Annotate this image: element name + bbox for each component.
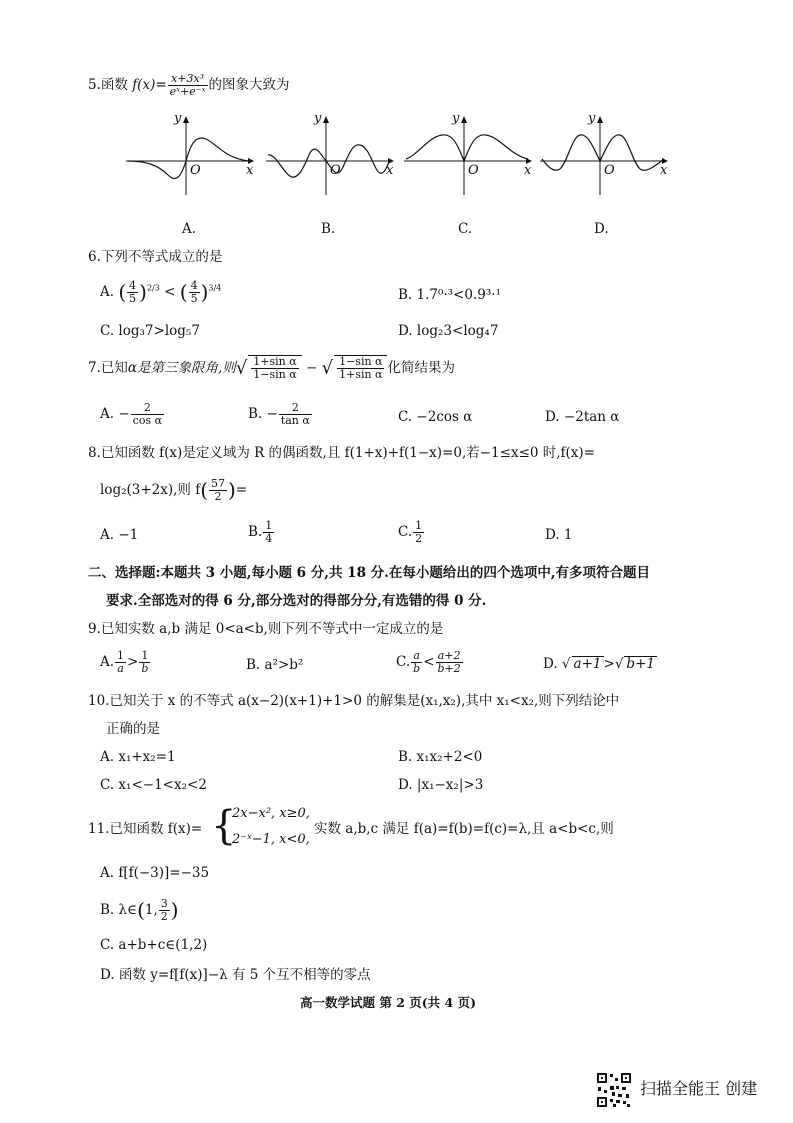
q7-b-label: B. − bbox=[248, 406, 278, 423]
q7-stem-mid: α是第三象限角,则 bbox=[127, 360, 236, 377]
q9-a-n1: 1 bbox=[117, 649, 125, 662]
q5-number: 5. bbox=[88, 77, 101, 94]
q8-line2: log₂(3+2x),则 f( $\frac{57}{2}$ )= bbox=[100, 477, 248, 504]
q9-option-c bbox=[396, 650, 464, 675]
q5-denominator: eˣ+e⁻ˣ bbox=[169, 85, 206, 99]
graph-d-y-label: y bbox=[588, 111, 596, 126]
graph-a-origin: O bbox=[190, 163, 201, 178]
q10-option-b: B. x₁x₂+2<0 bbox=[398, 749, 483, 765]
q9-d-label: D. bbox=[543, 656, 558, 672]
q10-option-d: D. |x₁−x₂|>3 bbox=[398, 777, 484, 793]
q8-option-c bbox=[398, 520, 425, 545]
q5-fraction bbox=[168, 73, 208, 98]
q7-b-num: 2 bbox=[279, 402, 312, 415]
q10-line1: 10.已知关于 x 的不等式 a(x−2)(x+1)+1>0 的解集是(x₁,x₂),其中 x₁<x₂,则下列结论中 bbox=[88, 693, 620, 709]
q8-line2-post: = bbox=[235, 482, 248, 499]
q8-option-d: D. 1 bbox=[545, 527, 573, 543]
q11-option-a: A. f[f(−3)]=−35 bbox=[100, 865, 210, 881]
q11-case1: 2x−x², x≥0, bbox=[232, 806, 310, 821]
q6-stem: 6.下列不等式成立的是 bbox=[88, 249, 223, 265]
graph-c-y-label: y bbox=[452, 111, 460, 126]
q9-a-n2: 1 bbox=[139, 650, 150, 663]
q11-b-a: 1, bbox=[144, 902, 158, 919]
q7-r1-num: 1+sin α bbox=[253, 355, 297, 368]
q11-post: 实数 a,b,c 满足 f(a)=f(b)=f(c)=λ,且 a<b<c,则 bbox=[314, 821, 614, 837]
q6-a-exp1: 2/3 bbox=[146, 283, 160, 293]
q11-option-b: B. λ∈(1, $\frac{3}{2}$ ) bbox=[100, 897, 179, 924]
q7-stem: 7.已知α是第三象限角,则√ $\frac{\text{1+sin α}}{\text{1−sin α}}$ − √ $\frac{\text{1−sin α}}{\text{1+sin α}}$ 化简结果为 bbox=[88, 355, 455, 382]
q7-option-d: D. −2tan α bbox=[545, 409, 620, 425]
q8-line2-num: 57 bbox=[211, 477, 226, 490]
graph-d-x-label: x bbox=[660, 163, 668, 178]
q5-post: 的图象大致为 bbox=[208, 77, 290, 94]
graph-d bbox=[540, 111, 670, 195]
q11-option-c: C. a+b+c∈(1,2) bbox=[100, 937, 208, 953]
q11-pre: 11.已知函数 f(x)= bbox=[88, 821, 203, 837]
q7-option-c: C. −2cos α bbox=[398, 409, 473, 425]
q6-a-exp2: 3/4 bbox=[208, 283, 222, 293]
watermark-text: 扫描全能王 创建 bbox=[640, 1079, 758, 1098]
q8-line2-pre: log₂(3+2x),则 f bbox=[100, 482, 201, 499]
q7-r1-den: 1−sin α bbox=[253, 368, 297, 382]
q6-option-d: D. log₂3<log₄7 bbox=[398, 323, 499, 339]
q6-a-num2: 4 bbox=[190, 279, 198, 292]
q7-stem-post: 化简结果为 bbox=[387, 360, 455, 377]
q6-option-c: C. log₃7>log₅7 bbox=[100, 323, 200, 339]
q7-option-a bbox=[100, 402, 165, 427]
graph-b-x-label: x bbox=[386, 163, 394, 178]
q9-c-d1: b bbox=[413, 662, 421, 676]
q8-c-label: C. bbox=[398, 524, 413, 541]
option-d-label: D. bbox=[594, 221, 609, 237]
q9-option-d: D. √ a+1 >√ b+1 bbox=[543, 656, 655, 672]
q9-d-r1: a+1 bbox=[573, 656, 602, 672]
q6-a-den1: 5 bbox=[129, 292, 137, 306]
q6-option-b: B. 1.7⁰·³<0.9³·¹ bbox=[398, 287, 501, 303]
q5-pre: 函数 bbox=[100, 77, 128, 94]
graph-b bbox=[266, 111, 396, 195]
qr-code-icon bbox=[596, 1072, 632, 1108]
q5-fx: f(x)= bbox=[132, 77, 167, 94]
q8-b-num: 1 bbox=[265, 519, 273, 532]
q7-a-num: 2 bbox=[131, 402, 164, 415]
graph-a-x-label: x bbox=[246, 163, 254, 178]
q9-d-rel: > bbox=[603, 656, 615, 672]
q7-a-label: A. − bbox=[100, 406, 130, 423]
graph-a-y-label: y bbox=[174, 111, 182, 126]
q8-option-a: A. −1 bbox=[100, 527, 139, 543]
q10-line2: 正确的是 bbox=[106, 721, 160, 737]
graph-b-origin: O bbox=[330, 163, 341, 178]
graph-d-origin: O bbox=[604, 163, 615, 178]
graph-a bbox=[126, 111, 256, 195]
graph-b-y-label: y bbox=[314, 111, 322, 126]
q9-d-r2: b+1 bbox=[626, 656, 655, 672]
q9-c-rel: < bbox=[423, 654, 435, 671]
q9-c-label: C. bbox=[396, 654, 411, 671]
q9-a-label: A. bbox=[100, 654, 115, 671]
section2-line1: 二、选择题:本题共 3 小题,每小题 6 分,共 18 分.在每小题给出的四个选项中,有多项符合题目 bbox=[88, 565, 651, 581]
page-footer: 高一数学试题 第 2 页(共 4 页) bbox=[300, 995, 476, 1010]
q7-stem-pre: 7.已知 bbox=[88, 360, 128, 377]
section2-line2: 要求.全部选对的得 6 分,部分选对的得部分分,有选错的得 0 分. bbox=[106, 593, 487, 609]
q11-b-pre: B. λ∈ bbox=[100, 902, 138, 919]
q9-a-d2: b bbox=[141, 662, 149, 676]
q11-b-num: 3 bbox=[160, 897, 168, 910]
q8-b-label: B. bbox=[248, 524, 263, 541]
option-c-label: C. bbox=[458, 221, 473, 237]
q6-a-label: A. bbox=[100, 284, 115, 301]
q5-stem bbox=[88, 73, 290, 98]
graph-c-origin: O bbox=[468, 163, 479, 178]
q9-option-a bbox=[100, 650, 151, 675]
q7-r2-num: 1−sin α bbox=[339, 355, 383, 368]
q10-option-c: C. x₁<−1<x₂<2 bbox=[100, 777, 207, 793]
q8-line1: 8.已知函数 f(x)是定义域为 R 的偶函数,且 f(1+x)+f(1−x)=0,若−1≤x≤0 时,f(x)= bbox=[88, 445, 596, 461]
q11-case2: 2⁻ˣ−1, x<0, bbox=[232, 832, 310, 847]
q9-c-d2: b+2 bbox=[437, 662, 461, 676]
q8-c-num: 1 bbox=[415, 519, 423, 532]
q11-b-den: 2 bbox=[160, 910, 168, 924]
q9-a-d1: a bbox=[117, 662, 124, 676]
q9-option-b: B. a²>b² bbox=[246, 657, 304, 673]
q7-option-b bbox=[248, 402, 313, 427]
q5-numerator: x+3x³ bbox=[168, 73, 208, 86]
q7-b-den: tan α bbox=[280, 414, 310, 428]
q8-option-b bbox=[248, 520, 275, 545]
option-b-label: B. bbox=[321, 221, 336, 237]
q7-a-den: cos α bbox=[132, 414, 163, 428]
q6-a-rel: < bbox=[164, 284, 176, 301]
graph-c-x-label: x bbox=[524, 163, 532, 178]
q11-option-d: D. 函数 y=f[f(x)]−λ 有 5 个互不相等的零点 bbox=[100, 967, 371, 983]
option-a-label: A. bbox=[182, 221, 197, 237]
q6-option-a: A. ( $\frac{4}{5}$ )$^{2/3}$ < ( $\frac{4}{5}$ )$^{3/4}$ bbox=[100, 279, 222, 306]
q9-c-n2: a+2 bbox=[436, 650, 463, 663]
q8-c-den: 2 bbox=[415, 532, 423, 546]
q6-a-den2: 5 bbox=[190, 292, 198, 306]
q8-line2-den: 2 bbox=[214, 490, 222, 504]
q6-a-num1: 4 bbox=[129, 279, 137, 292]
q7-minus: − bbox=[305, 360, 318, 377]
graph-c bbox=[404, 111, 534, 195]
q8-b-den: 4 bbox=[265, 532, 273, 546]
q9-a-rel: > bbox=[127, 654, 139, 671]
q9-c-n1: a bbox=[411, 650, 422, 663]
q10-option-a: A. x₁+x₂=1 bbox=[100, 749, 176, 765]
q7-r2-den: 1+sin α bbox=[339, 368, 383, 382]
q9-stem: 9.已知实数 a,b 满足 0<a<b,则下列不等式中一定成立的是 bbox=[88, 621, 444, 637]
q11-brace: { bbox=[211, 803, 237, 849]
